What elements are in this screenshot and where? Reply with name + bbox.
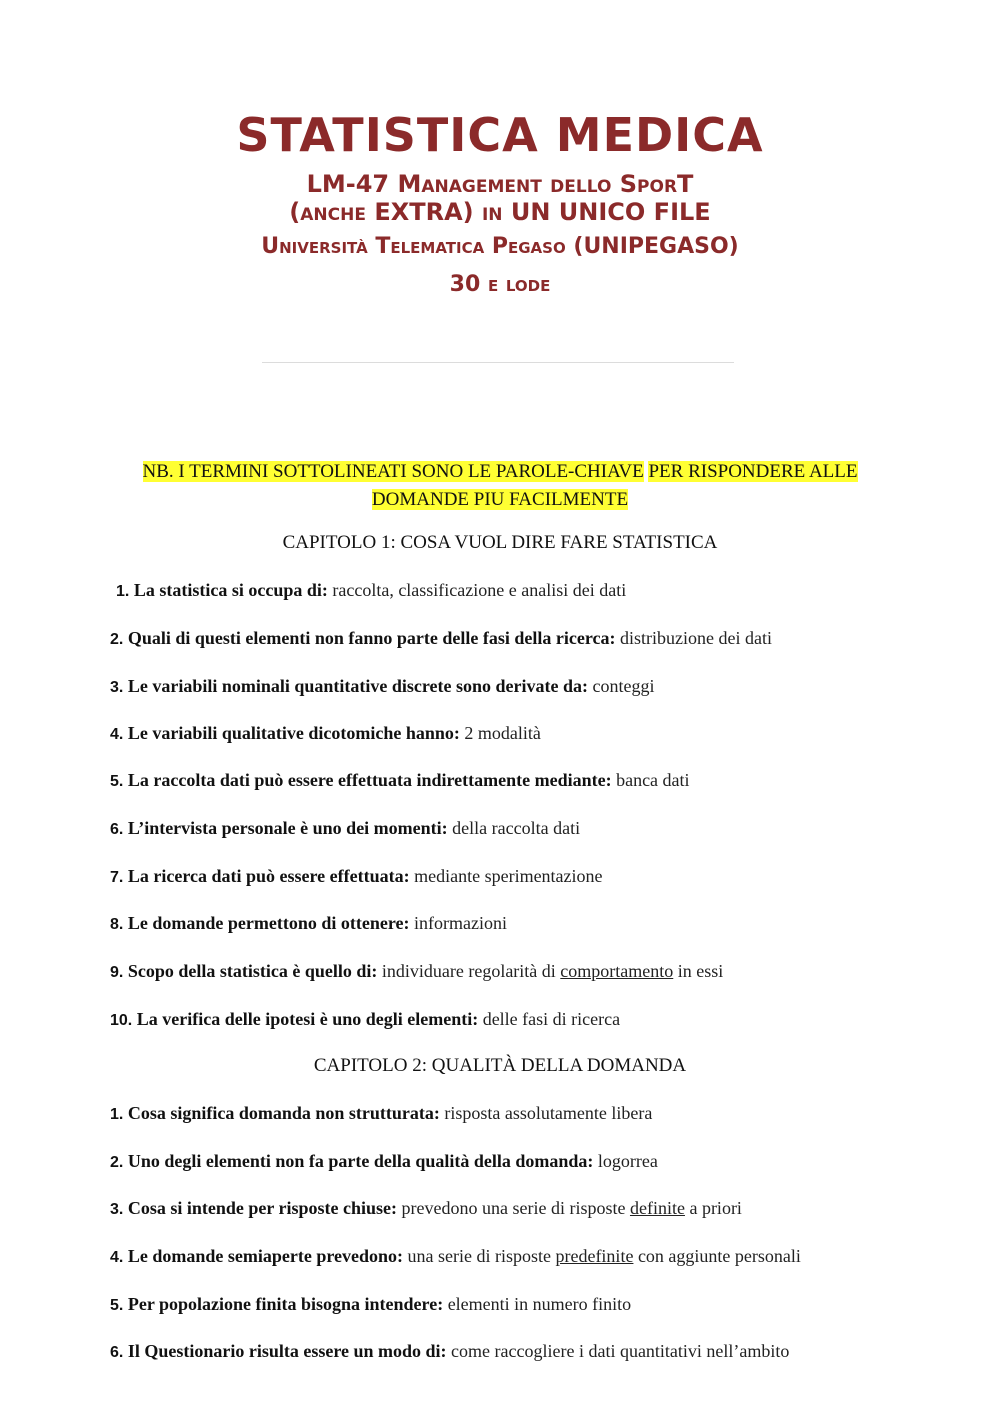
keyword-underlined: predefinite xyxy=(555,1246,634,1266)
question-item xyxy=(110,1246,960,1267)
question-text: L’intervista personale è uno dei momenti: xyxy=(127,818,448,838)
answer-text: della raccolta dati xyxy=(452,818,581,838)
question-number: 6. xyxy=(110,1344,124,1361)
question-text: La statistica si occupa di: xyxy=(133,580,328,600)
question-text: Le variabili nominali quantitative discrete sono derivate da: xyxy=(127,676,589,696)
question-item xyxy=(110,818,960,839)
question-text: Il Questionario risulta essere un modo di: xyxy=(127,1341,447,1361)
question-text: Le variabili qualitative dicotomiche hanno: xyxy=(127,723,460,743)
question-item xyxy=(110,628,960,649)
question-number: 1. xyxy=(110,1106,124,1123)
header-divider xyxy=(262,362,734,363)
chapter-1-title: CAPITOLO 1: COSA VUOL DIRE FARE STATISTICA xyxy=(282,532,718,553)
question-number: 5. xyxy=(110,773,124,790)
question-text: Quali di questi elementi non fanno parte delle fasi della ricerca: xyxy=(127,628,616,648)
question-item xyxy=(110,866,960,887)
answer-text: individuare regolarità di xyxy=(381,961,556,981)
keyword-underlined: definite xyxy=(629,1198,685,1218)
question-item xyxy=(110,1198,960,1219)
chapter-2-title: CAPITOLO 2: QUALITÀ DELLA DOMANDA xyxy=(313,1055,687,1076)
question-item xyxy=(110,913,960,934)
question-text: Per popolazione finita bisogna intendere: xyxy=(127,1294,444,1314)
answer-text: informazioni xyxy=(413,913,507,933)
question-number: 3. xyxy=(110,679,124,696)
question-number: 8. xyxy=(110,916,124,933)
answer-text: distribuzione dei dati xyxy=(619,628,772,648)
notice-part-1: NB. I TERMINI SOTTOLINEATI SONO LE PAROLE-CHIAVE xyxy=(142,461,644,482)
question-number: 7. xyxy=(110,869,124,886)
file-scope-line: (anche EXTRA) in UN UNICO FILE xyxy=(289,198,711,226)
question-number: 5. xyxy=(110,1297,124,1314)
answer-text: come raccogliere i dati quantitativi nell’ambito xyxy=(451,1341,790,1361)
question-item xyxy=(110,1009,960,1030)
question-number: 9. xyxy=(110,964,124,981)
question-item xyxy=(110,1103,960,1124)
question-number: 1. xyxy=(116,583,130,600)
question-item xyxy=(110,1341,960,1362)
answer-text: una serie di risposte xyxy=(407,1246,551,1266)
answer-text: elementi in numero finito xyxy=(447,1294,632,1314)
question-number: 2. xyxy=(110,631,124,648)
question-text: Scopo della statistica è quello di: xyxy=(127,961,378,981)
answer-text: prevedono una serie di risposte xyxy=(401,1198,626,1218)
question-item xyxy=(116,580,966,601)
question-item xyxy=(110,723,960,744)
answer-text: logorrea xyxy=(597,1151,658,1171)
question-text: Le domande permettono di ottenere: xyxy=(127,913,410,933)
question-number: 2. xyxy=(110,1154,124,1171)
keyword-underlined: comportamento xyxy=(560,961,674,981)
answer-text: 2 modalità xyxy=(464,723,541,743)
document-title: STATISTICA MEDICA xyxy=(236,108,764,162)
answer-text: delle fasi di ricerca xyxy=(482,1009,621,1029)
answer-text: mediante sperimentazione xyxy=(414,866,603,886)
question-item xyxy=(110,770,960,791)
answer-text: con aggiunte personali xyxy=(637,1246,801,1266)
answer-text: in essi xyxy=(677,961,724,981)
answer-text: a priori xyxy=(689,1198,742,1218)
university-line: Università Telematica Pegaso (UNIPEGASO) xyxy=(261,234,739,259)
answer-text: conteggi xyxy=(592,676,655,696)
question-item xyxy=(110,676,960,697)
question-text: La ricerca dati può essere effettuata: xyxy=(127,866,410,886)
question-item xyxy=(110,961,960,982)
question-text: Le domande semiaperte prevedono: xyxy=(127,1246,403,1266)
question-text: Uno degli elementi non fa parte della qualità della domanda: xyxy=(127,1151,594,1171)
question-number: 4. xyxy=(110,726,124,743)
question-item xyxy=(110,1151,960,1172)
keyword-notice xyxy=(100,458,900,514)
answer-text: banca dati xyxy=(616,770,690,790)
question-item xyxy=(110,1294,960,1315)
question-number: 6. xyxy=(110,821,124,838)
question-number: 10. xyxy=(110,1012,133,1029)
course-line: LM-47 Management dello SporT xyxy=(306,170,694,198)
question-number: 4. xyxy=(110,1249,124,1266)
question-text: La raccolta dati può essere effettuata indirettamente mediante: xyxy=(127,770,612,790)
answer-text: risposta assolutamente libera xyxy=(444,1103,653,1123)
notice-part-2: PER RISPONDERE ALLE DOMANDE PIU FACILMENTE xyxy=(371,461,858,510)
question-text: Cosa significa domanda non strutturata: xyxy=(127,1103,440,1123)
question-text: La verifica delle ipotesi è uno degli elementi: xyxy=(136,1009,479,1029)
grade-line: 30 e lode xyxy=(449,272,551,297)
answer-text: raccolta, classificazione e analisi dei dati xyxy=(332,580,627,600)
question-number: 3. xyxy=(110,1201,124,1218)
question-text: Cosa si intende per risposte chiuse: xyxy=(127,1198,398,1218)
